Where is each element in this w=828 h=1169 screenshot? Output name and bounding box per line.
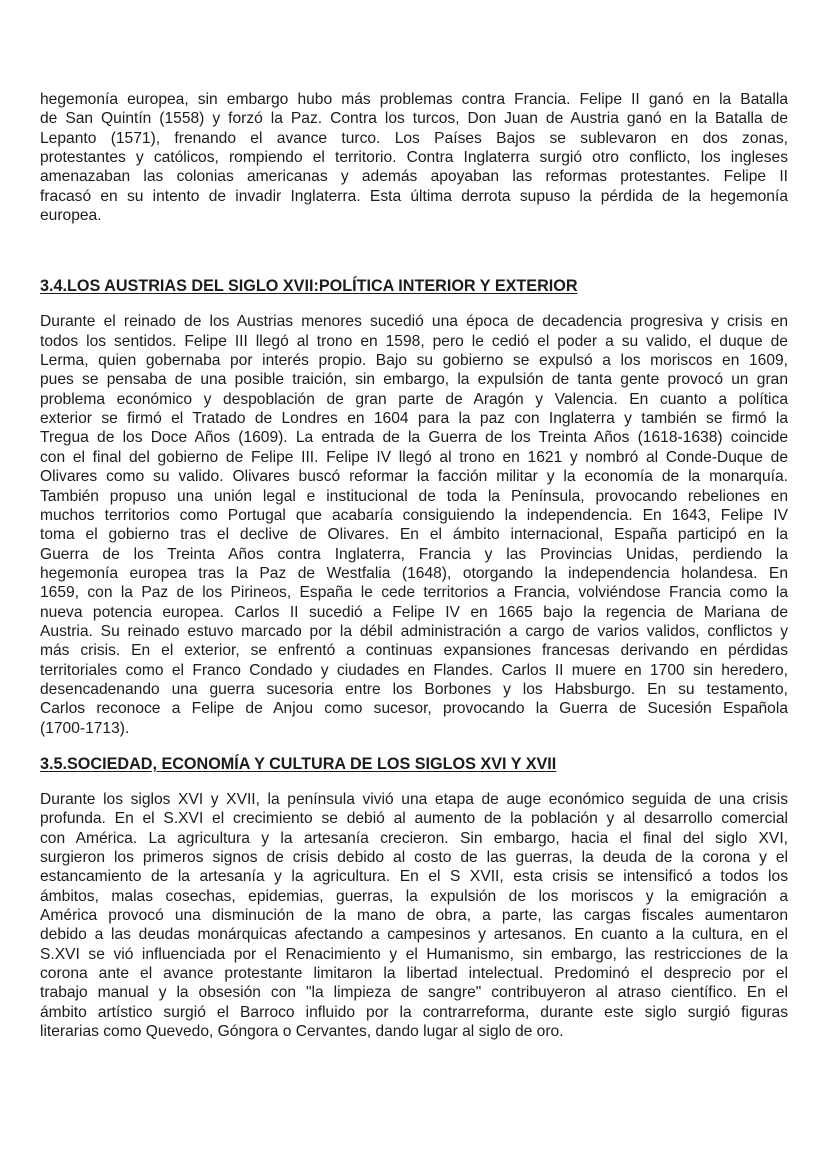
text-line: de San Quintín (1558) y forzó la Paz. Contra los turcos, Don Juan de Austria ganó en la Batalla de <box>40 110 788 128</box>
text-line: ámbito artístico surgió el Barroco influido por la contrarreforma, durante este siglo surgió figuras <box>40 1003 788 1021</box>
text-line: con el final del gobierno de Felipe III. Felipe IV llegó al trono en 1621 y nombró al Conde-Duque de <box>40 448 788 466</box>
text-line: Lepanto (1571), frenando el avance turco. Los Países Bajos se sublevaron en dos zonas, <box>40 129 788 147</box>
section-3-5-paragraph <box>40 790 788 1041</box>
section-heading-3-5: 3.5.SOCIEDAD, ECONOMÍA Y CULTURA DE LOS SIGLOS XVI Y XVII <box>40 754 557 773</box>
document-page <box>40 90 788 1041</box>
text-line: Carlos reconoce a Felipe de Anjou como sucesor, provocando la Guerra de Sucesión Española <box>40 700 788 718</box>
text-line: surgieron los primeros signos de crisis debido al costo de las guerras, la deuda de la corona y el <box>40 849 788 866</box>
text-line: amenazaban las colonias americanas y además apoyaban las reformas protestantes. Felipe II <box>40 168 788 186</box>
text-line: literarias como Quevedo, Góngora o Cervantes, dando lugar al siglo de oro. <box>40 1023 564 1041</box>
text-line: europea. <box>40 207 102 225</box>
text-line: estancamiento de la artesanía y la agricultura. En el S XVII, esta crisis se intensificó a todos los <box>40 868 788 886</box>
text-line: Lerma, quien gobernaba por interés propio. Bajo su gobierno se expulsó a los moriscos en 1609, <box>40 352 788 370</box>
text-line: trabajo manual y la obsesión con "la limpieza de sangre" contribuyeron al atraso científico. En el <box>40 984 788 1002</box>
text-line: debido a las deudas monárquicas afectando a campesinos y artesanos. En cuanto a la cultura, en el <box>40 926 788 944</box>
text-line: (1700-1713). <box>40 719 130 737</box>
text-line: toma el gobierno tras el declive de Olivares. En el ámbito internacional, España participó en la <box>40 526 788 544</box>
text-line: Durante el reinado de los Austrias menores sucedió una época de decadencia progresiva y crisis en <box>40 313 788 331</box>
text-line: Tregua de los Doce Años (1609). La entrada de la Guerra de los Treinta Años (1618-1638) coincide <box>40 429 788 447</box>
text-line: todos los sentidos. Felipe III llegó al trono en 1598, pero le cedió el poder a su valido, el duque de <box>40 332 788 350</box>
text-line: 1659, con la Paz de los Pirineos, España le cede territorios a Francia, volviéndose Francia como la <box>40 584 788 602</box>
text-line: S.XVI se vió influenciada por el Renacimiento y el Humanismo, sin embargo, las restricciones de la <box>40 945 788 963</box>
text-line: territoriales como el Franco Condado y ciudades en Flandes. Carlos II muere en 1700 sin heredero, <box>40 661 788 679</box>
section-heading-3-4: 3.4.LOS AUSTRIAS DEL SIGLO XVII:POLÍTICA INTERIOR Y EXTERIOR <box>40 277 578 296</box>
text-line: Guerra de los Treinta Años contra Inglaterra, Francia y las Provincias Unidas, perdiendo la <box>40 545 788 563</box>
text-line: Durante los siglos XVI y XVII, la península vivió una etapa de auge económico seguida de una crisis <box>40 790 788 808</box>
text-line: corona ante el avance protestante limitaron la libertad intelectual. Predominó el desprecio por el <box>40 965 788 983</box>
text-line: más crisis. En el exterior, se enfrentó a continuas expansiones francesas derivando en pérdidas <box>40 642 788 660</box>
text-line: muchos territorios como Portugal que acabaría consiguiendo la independencia. En 1643, Felipe IV <box>40 506 788 524</box>
text-line: También propuso una unión legal e institucional de toda la Península, provocando rebeliones en <box>40 487 788 505</box>
text-line: pues se pensaba de una posible traición, sin embargo, la expulsión de tanta gente provocó un gran <box>40 371 788 389</box>
text-line: profunda. En el S.XVI el crecimiento se debió al aumento de la población y al desarrollo comercial <box>40 810 788 828</box>
text-line: problema económico y despoblación de gran parte de Aragón y Valencia. En cuanto a política <box>40 390 788 408</box>
intro-paragraph <box>40 90 788 225</box>
text-line: Austria. Su reinado estuvo marcado por la débil administración a cargo de varios validos, conflictos y <box>40 622 788 640</box>
text-line: hegemonía europea tras la Paz de Westfalia (1648), otorgando la independencia holandesa. En <box>40 564 788 582</box>
text-line: desencadenando una guerra sucesoria entre los Borbones y los Habsburgo. En su testamento, <box>40 680 788 698</box>
text-line: América provocó una disminución de la mano de obra, a parte, las cargas fiscales aumentaron <box>40 907 788 925</box>
text-line: hegemonía europea, sin embargo hubo más problemas contra Francia. Felipe II ganó en la Batalla <box>40 91 788 108</box>
text-line: ámbitos, malas cosechas, epidemias, guerras, la expulsión de los moriscos y la emigración a <box>40 887 788 905</box>
text-line: fracasó en su intento de invadir Inglaterra. Esta última derrota supuso la pérdida de la hegemonía <box>40 187 788 205</box>
text-line: nueva potencia europea. Carlos II sucedió a Felipe IV en 1665 bajo la regencia de Mariana de <box>40 603 788 621</box>
text-line: Olivares como su valido. Olivares buscó reformar la facción militar y la economía de la monarquía. <box>40 468 788 486</box>
section-3-4-paragraph <box>40 312 788 738</box>
text-line: con América. La agricultura y la artesanía crecieron. Sin embargo, hacia el final del siglo XVI, <box>40 829 788 847</box>
text-line: protestantes y católicos, rompiendo el territorio. Contra Inglaterra surgió otro conflicto, los ingleses <box>40 149 788 167</box>
text-line: exterior se firmó el Tratado de Londres en 1604 para la paz con Inglaterra y también se firmó la <box>40 410 788 428</box>
